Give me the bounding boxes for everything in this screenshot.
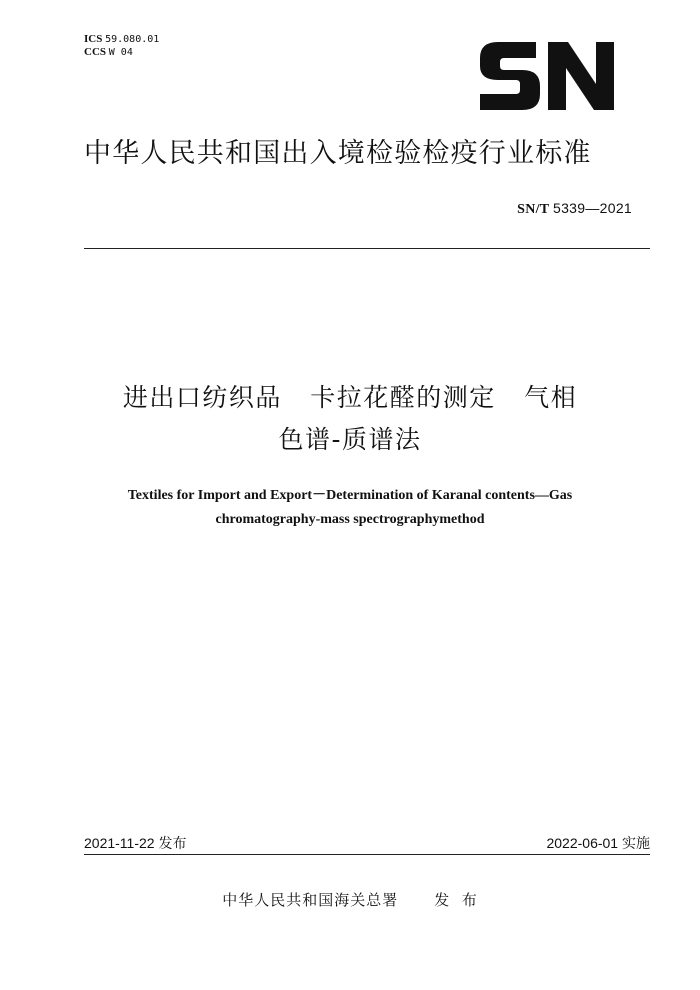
organization-title: 中华人民共和国出入境检验检疫行业标准 [84,138,592,169]
issuer-line [0,889,700,910]
logo-letter-s [480,42,540,110]
issue-date: 2021-11-22 发布 [84,835,187,851]
issuer-name: 中华人民共和国海关总署 [222,891,399,909]
implementation-date: 2022-06-01 实施 [546,835,650,851]
standard-prefix: SN/T [517,202,550,217]
sn-logo [478,40,616,112]
header-divider [84,248,650,249]
footer-divider [84,854,650,855]
title-cn-line1: 进出口纺织品 卡拉花醛的测定 气相 [122,383,578,412]
ccs-code: W 04 [108,47,133,58]
ics-label: ICS [84,33,103,45]
standard-code: 5339—2021 [553,200,632,216]
title-en-line2: chromatography-mass spectrographymethod [215,512,485,527]
ics-code: 59.080.01 [105,34,160,45]
title-en-line1: Textiles for Import and Export－Determination of Karanal contents—Gas [127,488,573,503]
standard-number [517,200,632,218]
issuer-action: 发 布 [434,891,478,909]
ccs-line [84,46,159,59]
ics-line [84,33,159,46]
title-cn-line2: 色谱-质谱法 [278,425,422,454]
classification-codes [84,33,159,59]
logo-letter-n [548,42,614,110]
ccs-label: CCS [84,46,107,58]
